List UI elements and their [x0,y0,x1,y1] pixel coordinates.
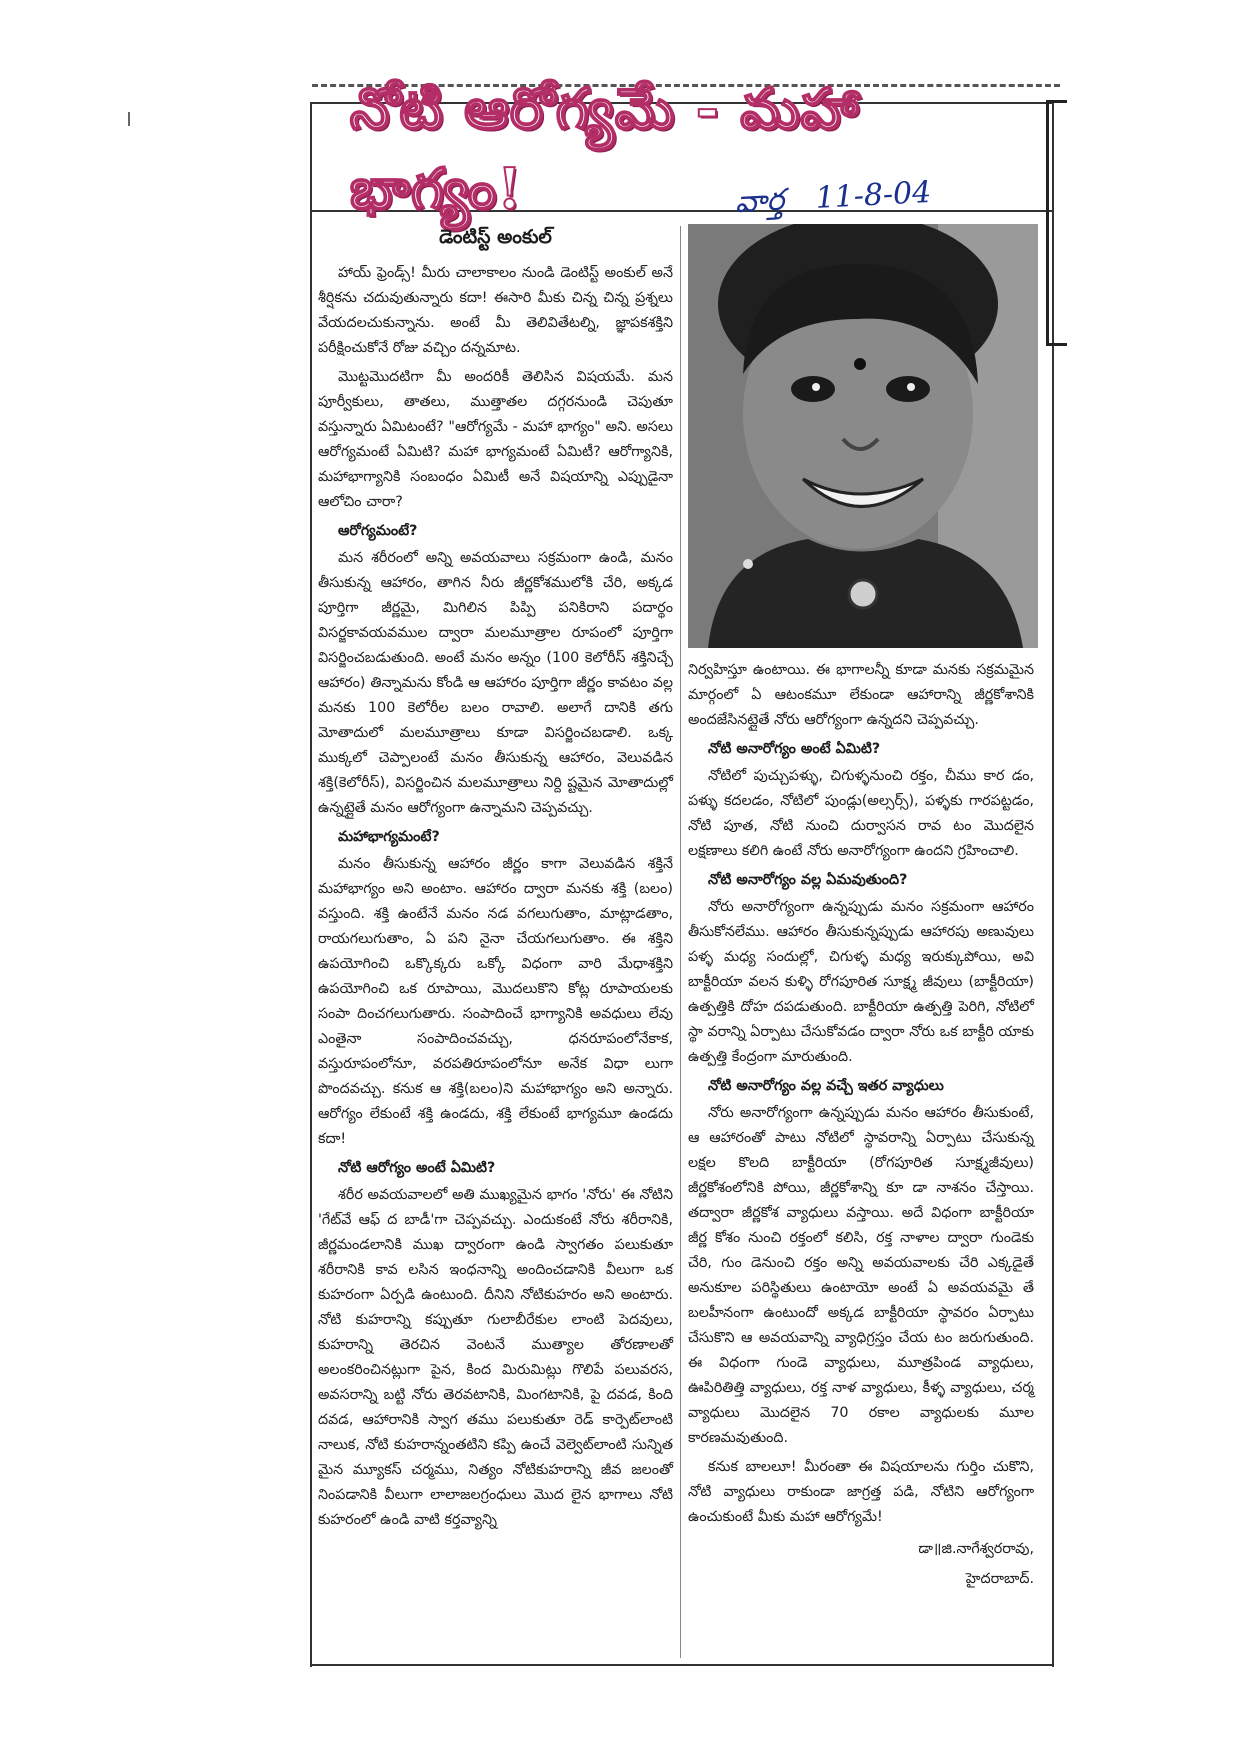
subheading: నోటి అనారోగ్యం అంటే ఏమిటి? [708,741,881,757]
paragraph: కనుక బాలలూ! మీరంతా ఈ విషయాలను గుర్తిం చుకొని, నోటి వ్యాధులు రాకుండా జాగ్రత్త పడి, నోటిని ఆరోగ్యంగా ఉంచుకుంటే మీకు మహా ఆరోగ్యమే! [688,1459,1034,1525]
intro-paragraph: హాయ్ ఫ్రెండ్స్! మీరు చాలాకాలం నుండి డెంటిస్ట్ అంకుల్ అనే శీర్షికను చదువుతున్నారు కదా! ఈసారి మీకు చిన్న చిన్న ప్రశ్నలు వేయదలచుకున్నాను. అంటే మీ తెలివితేటల్ని, జ్ఞాపకశక్తిని పరీక్షించుకోనే రోజు వచ్చిం దన్నమాట. [318,265,673,356]
byline: డెంటిస్ట్ అంకుల్ [439,226,552,248]
left-column [318,226,673,1537]
paragraph: శరీర అవయవాలలో అతి ముఖ్యమైన భాగం 'నోరు' ఈ నోటిని 'గేట్‌వే ఆఫ్ ద బాడీ'గా చెప్పవచ్చు. ఎందుకంటే నోరు శరీరానికి, జీర్ణమండలానికి ముఖ ద్వారంగా ఉండి స్వాగతం పలుకుతూ శరీరానికి కావ లసిన ఇంధనాన్ని అందించడానికి వీలుగా ఒక కుహరంగా ఏర్పడి ఉంటుంది. దీనిని నోటికుహరం అని అంటారు. నోటి కుహరాన్ని కప్పుతూ గులాబీరేకుల లాంటి పెదవులు, కుహరాన్ని తెరచిన వెంటనే ముత్యాల తోరణాలతో అలంకరించినట్లుగా పైన, కింద మిరుమిట్లు గొలిపే పలువరస, అవసరాన్ని బట్టి నోరు తెరవటానికి, మింగటానికి, పై దవడ, కింది దవడ, ఆహారానికి స్వాగ తము పలుకుతూ రెడ్ కార్పెట్‌లాంటి నాలుక, నోటి కుహరాన్నంతటిని కప్పి ఉంచే వెల్వెట్‌లాంటి సున్నిత మైన మ్యూకస్ చర్మము, నిత్యం నోటికుహరాన్ని జీవ జలంతో నింపడానికి వీలుగా లాలాజలగ్రంధులు మొద లైన భాగాలు నోటి కుహరంలో ఉండి వాటి కర్తవ్యాన్ని [318,1187,673,1528]
column-divider [680,226,681,1658]
subheading: ఆరోగ్యమంటే? [338,523,418,539]
subheading: నోటి అనారోగ్యం వల్ల వచ్చే ఇతర వ్యాధులు [708,1078,944,1094]
margin-tick [128,112,130,126]
frame-bottom-rule [312,1664,1054,1666]
author-name: డా॥జి.నాగేశ్వరరావు, [918,1541,1034,1557]
subheading: మహాభాగ్యమంటే? [338,829,440,845]
child-photo [688,224,1038,648]
handwritten-mark: వార్త [734,182,786,221]
paragraph: మన శరీరంలో అన్ని అవయవాలు సక్రమంగా ఉండి, మనం తీసుకున్న ఆహారం, తాగిన నీరు జీర్ణకోశములోకి చేరి, అక్కడ పూర్తిగా జీర్ణమై, మిగిలిన పిప్పి పనికిరాని పదార్థం విసర్జకావయవముల ద్వారా మలమూత్రాల రూపంలో పూర్తిగా విసర్జించబడుతుంది. అంటే మనం అన్నం (100 కెలోరీస్ శక్తినిచ్చే ఆహారం) తిన్నామను కోండి ఆ ఆహారం పూర్తిగా జీర్ణం కావటం వల్ల మనకు 100 కెలోరీల బలం రావాలి. అలాగే దానికి తగు మోతాదులో మలమూత్రాలు కూడా విసర్జించబడాలి. ఒక్క ముక్కలో చెప్పాలంటే మనం తీసుకున్న ఆహారం, వెలువడిన శక్తి(కెలోరీస్), విసర్జించిన మలమూత్రాలు నిర్ది ష్టమైన మోతాదుల్లో ఉన్నట్లైతే మనం ఆరోగ్యంగా ఉన్నామని చెప్పవచ్చు. [318,550,673,816]
adjacent-column-edge [1046,100,1067,346]
author-place: హైదరాబాద్. [965,1571,1034,1587]
paragraph: నోటిలో పుచ్చుపళ్ళు, చిగుళ్ళనుంచి రక్తం, చీము కార డం, పళ్ళు కదలడం, నోటిలో పుండ్లు(అల్సర్స్), పళ్ళకు గారపట్టడం, నోటి పూత, నోటి నుంచి దుర్వాసన రావ టం మొదలైన లక్షణాలు కలిగి ఉంటే నోరు అనారోగ్యంగా ఉందని గ్రహించాలి. [688,768,1034,859]
paragraph: నోరు అనారోగ్యంగా ఉన్నప్పుడు మనం ఆహారం తీసుకుంటే, ఆ ఆహారంతో పాటు నోటిలో స్థావరాన్ని ఏర్పాటు చేసుకున్న లక్షల కొలది బాక్టీరియా (రోగపూరిత సూక్ష్మజీవులు) జీర్ణకోశంలోనికి పోయి, జీర్ణకోశాన్ని కూ డా నాశనం చేస్తాయి. తద్వారా జీర్ణకోశ వ్యాధులు వస్తాయి. అదే విధంగా బాక్టీరియా జీర్ణ కోశం నుంచి రక్తంలో కలిసి, రక్త నాళాల ద్వారా గుండెకు చేరి, గుం డెనుంచి రక్తం అన్ని అవయవాలకు చేరి ఎక్కడైతే అనుకూల పరిస్థితులు ఉంటాయో అంటే ఏ అవయవమై తే బలహీనంగా ఉంటుందో అక్కడ బాక్టీరియా స్థావరం ఏర్పాటు చేసుకొని ఆ అవయవాన్ని వ్యాధిగ్రస్తం చేయ టం జరుగుతుంది. ఈ విధంగా గుండె వ్యాధులు, మూత్రపిండ వ్యాధులు, ఊపిరితిత్తి వ్యాధులు, రక్త నాళ వ్యాధులు, కీళ్ళ వ్యాధులు, చర్మ వ్యాధులు మొదలైన 70 రకాల వ్యాధులకు మూల కారణమవుతుంది. [688,1105,1034,1446]
subheading: నోటి అనారోగ్యం వల్ల ఏమవుతుంది? [708,872,908,888]
paragraph: మనం తీసుకున్న ఆహారం జీర్ణం కాగా వెలువడిన శక్తినే మహాభాగ్యం అని అంటాం. ఆహారం ద్వారా మనకు శక్తి (బలం) వస్తుంది. శక్తి ఉంటేనే మనం నడ వగలుగుతాం, మాట్లాడతాం, రాయగలుగుతాం, ఏ పని నైనా చేయగలుగుతాం. ఈ శక్తిని ఉపయోగించి ఒక్కొక్కరు ఒక్కో విధంగా వారి మేధాశక్తిని ఉపయోగించి ఒక రూపాయి, మొదలుకొని కోట్ల రూపాయలకు సంపా దించగలుగుతారు. సంపాదించే భాగ్యానికి అవధులు లేవు ఎంతైనా సంపాదించవచ్చు, ధనరూపంలోనేకాక, వస్తురూపంలోనూ, వరపతిరూపంలోనూ అనేక విధా లుగా పొందవచ్చు. కనుక ఆ శక్తి(బలం)ని మహాభాగ్యం అని అన్నారు. ఆరోగ్యం లేకుంటే శక్తి ఉండదు, శక్తి లేకుంటే భాగ్యమూ ఉండదు కదా! [318,856,673,1147]
right-column [688,658,1034,1594]
article-headline: నోటి ఆరోగ్యమే - మహా భాగ్యం! [350,76,860,222]
handwritten-date: 11-8-04 [814,174,933,216]
child-photo-illustration [688,224,1038,648]
paragraph: నిర్వహిస్తూ ఉంటాయి. ఈ భాగాలన్నీ కూడా మనకు సక్రమమైన మార్గంలో ఏ ఆటంకమూ లేకుండా ఆహారాన్ని జీర్ణకోశానికి అందజేసినట్లైతే నోరు ఆరోగ్యంగా ఉన్నదని చెప్పవచ్చు. [688,662,1034,728]
paragraph: నోరు అనారోగ్యంగా ఉన్నప్పుడు మనం సక్రమంగా ఆహారం తీసుకోనలేము. ఆహారం తీసుకున్నప్పుడు ఆహారపు అణువులు పళ్ళ మధ్య సందుల్లో, చిగుళ్ళ మధ్య ఇరుక్కుపోయి, అవి బాక్టీరియా వలన కుళ్ళి రోగపూరిత సూక్ష్మ జీవులు (బాక్టీరియా) ఉత్పత్తికి దోహ దపడుతుంది. బాక్టీరియా ఉత్పత్తి పెరిగి, నోటిలో స్థా వరాన్ని ఏర్పాటు చేసుకోవడం ద్వారా నోరు ఒక బాక్టీరి యాకు ఉత్పత్తి కేంద్రంగా మారుతుంది. [688,899,1034,1065]
paragraph: మొట్టమొదటిగా మీ అందరికీ తెలిసిన విషయమే. మన పూర్వీకులు, తాతలు, ముత్తాతల దగ్గరనుండి చెపుతూ వస్తున్నారు ఏమిటంటే? "ఆరోగ్యమే - మహా భాగ్యం" అని. అసలు ఆరోగ్యమంటే ఏమిటి? మహా భాగ్యమంటే ఏమిటీ? ఆరోగ్యానికి, మహాభాగ్యానికి సంబంధం ఏమిటీ అనే విషయాన్ని ఎప్పుడైనా ఆలోచిం చారా? [318,369,673,510]
subheading: నోటి ఆరోగ్యం అంటే ఏమిటి? [338,1160,496,1176]
